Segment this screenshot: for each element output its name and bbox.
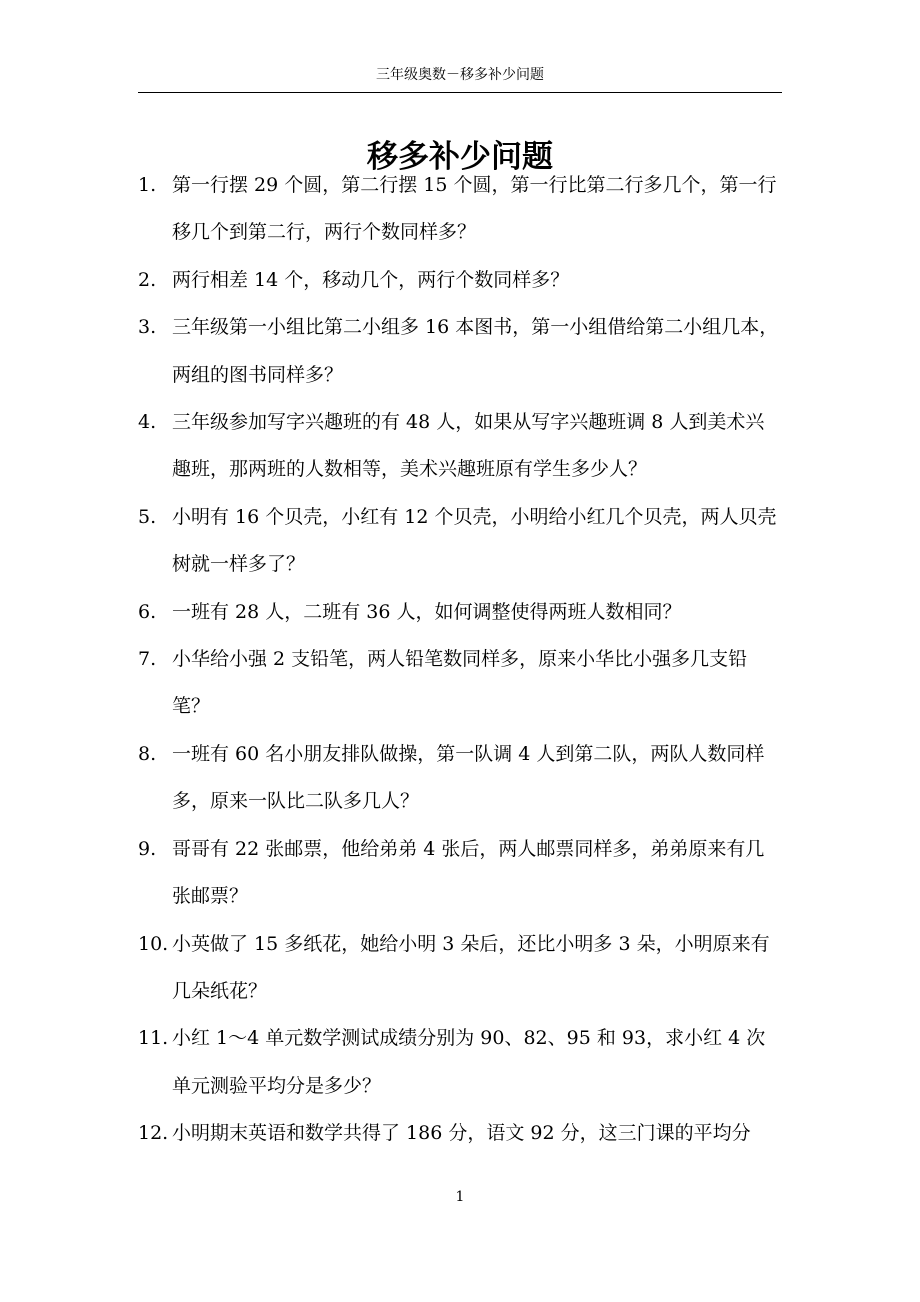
page-title: 移多补少问题 bbox=[367, 138, 553, 175]
problem-item bbox=[138, 589, 782, 636]
problem-number: 10. bbox=[138, 932, 169, 955]
problem-item bbox=[138, 494, 782, 589]
problem-text: 三年级参加写字兴趣班的有 48 人，如果从写字兴趣班调 8 人到美术兴趣班，那两班的人数相等，美术兴趣班原有学生多少人？ bbox=[172, 411, 765, 481]
problem-item bbox=[138, 257, 782, 304]
problem-list bbox=[138, 162, 782, 1158]
problem-item bbox=[138, 304, 782, 399]
problem-number: 3. bbox=[138, 316, 157, 339]
problem-number: 5. bbox=[138, 505, 157, 528]
problem-text: 小红 1～4 单元数学测试成绩分别为 90、82、95 和 93，求小红 4 次单元测验平均分是多少？ bbox=[172, 1027, 766, 1097]
problem-text: 哥哥有 22 张邮票，他给弟弟 4 张后，两人邮票同样多，弟弟原来有几张邮票？ bbox=[172, 837, 765, 908]
problem-text: 两行相差 14 个，移动几个，两行个数同样多？ bbox=[172, 268, 570, 291]
problem-text: 小华给小强 2 支铅笔，两人铅笔数同样多，原来小华比小强多几支铅笔？ bbox=[172, 648, 748, 718]
page-number: 1 bbox=[455, 1189, 465, 1205]
problem-text: 一班有 60 名小朋友排队做操，第一队调 4 人到第二队，两队人数同样多，原来一队比二队多几人？ bbox=[172, 742, 765, 813]
problem-item bbox=[138, 731, 782, 826]
problem-item bbox=[138, 636, 782, 731]
problem-text: 小明期末英语和数学共得了 186 分，语文 92 分，这三门课的平均分 bbox=[172, 1122, 751, 1145]
problem-text: 三年级第一小组比第二小组多 16 本图书，第一小组借给第二小组几本，两组的图书同样多？ bbox=[172, 316, 779, 386]
header-rule bbox=[138, 92, 782, 93]
problem-number: 4. bbox=[138, 411, 157, 434]
problem-item bbox=[138, 162, 782, 257]
problem-item bbox=[138, 399, 782, 494]
problem-item bbox=[138, 921, 782, 1016]
problem-text: 一班有 28 人，二班有 36 人，如何调整使得两班人数相同？ bbox=[172, 600, 682, 623]
problem-text: 小英做了 15 多纸花，她给小明 3 朵后，还比小明多 3 朵，小明原来有几朵纸花？ bbox=[172, 932, 770, 1002]
problem-number: 6. bbox=[138, 600, 157, 623]
problem-item bbox=[138, 826, 782, 921]
problem-number: 12. bbox=[138, 1122, 169, 1145]
problem-text: 第一行摆 29 个圆，第二行摆 15 个圆，第一行比第二行多几个，第一行移几个到第二行，两行个数同样多？ bbox=[172, 174, 777, 244]
problem-text: 小明有 16 个贝壳，小红有 12 个贝壳，小明给小红几个贝壳，两人贝壳树就一样多了？ bbox=[172, 505, 777, 576]
problem-number: 8. bbox=[138, 742, 157, 765]
problem-item bbox=[138, 1110, 782, 1157]
running-header: 三年级奥数－移多补少问题 bbox=[376, 67, 544, 83]
problem-number: 9. bbox=[138, 837, 157, 860]
problem-number: 1. bbox=[138, 174, 157, 196]
problem-number: 2. bbox=[138, 268, 157, 291]
problem-number: 7. bbox=[138, 648, 157, 671]
problem-item bbox=[138, 1015, 782, 1110]
problem-number: 11. bbox=[138, 1027, 169, 1050]
